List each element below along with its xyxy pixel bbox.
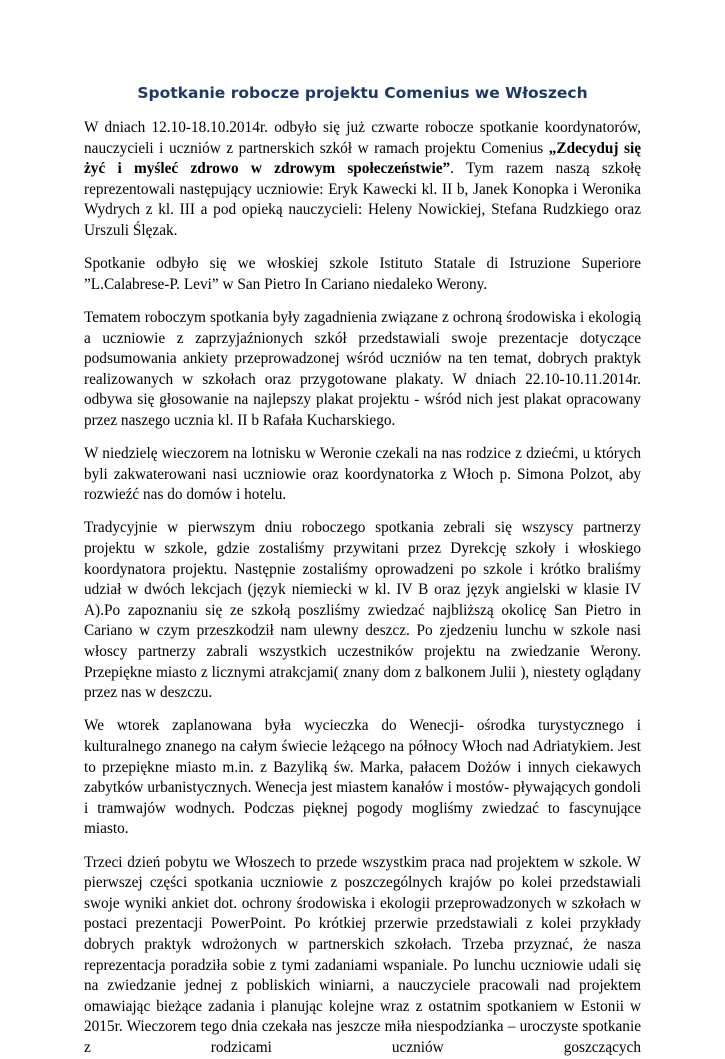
paragraph-1-rest: . Tym razem naszą szkołę reprezentowali następujący uczniowie: Eryk Kawecki kl. II b, Janek Konopka i Weronika Wydrych z kl. III a pod opieką nauczycieli: Heleny Nowickiej, Stefana Rudzkiego oraz Urszuli Ślęzak. [84,160,642,239]
paragraph-3: Tematem roboczym spotkania były zagadnienia związane z ochroną środowiska i ekologią a uczniowie z zaprzyjaźnionych szkół przedstawiali swoje prezentacje dotyczące podsumowania ankiety przeprowadzonej wśród uczniów na ten temat, dobrych praktyk realizowanych w szkołach oraz przygotowane plakaty. W dniach 22.10-10.11.2014r. odbywa się głosowanie na najlepszy plakat projektu - wśród nich jest plakat opracowany przez naszego ucznia kl. II b Rafała Kucharskiego. [84,308,641,429]
paragraph-4: W niedzielę wieczorem na lotnisku w Weronie czekali na nas rodzice z dziećmi, u których byli zakwaterowani nasi uczniowie oraz koordynatorka z Włoch p. Simona Polzot, aby rozwieźć nas do domów i hotelu. [84,445,641,504]
paragraph-5: Tradycyjnie w pierwszym dniu roboczego spotkania zebrali się wszyscy partnerzy projektu w szkole, gdzie zostaliśmy przywitani przez Dyrekcję szkoły i włoskiego koordynatora projektu. Następnie zostaliśmy oprowadzeni po szkole i krótko braliśmy udział w dwóch lekcjach (język niemiecki w kl. IV B oraz język angielski w klasie IV A).Po zapoznaniu się ze szkołą poszliśmy zwiedzać najbliższą okolicę San Pietro in Cariano w czym przeszkodził nam ulewny deszcz. Po zjedzeniu lunchu w szkole nasi włoscy partnerzy zabrali wszystkich uczestników projektu na zwiedzanie Werony. Przepiękne miasto z licznymi atrakcjami( znany dom z balkonem Julii ), niestety oglądany przez nas w deszczu. [84,519,641,702]
paragraph-6: We wtorek zaplanowana była wycieczka do Wenecji- ośrodka turystycznego i kulturalnego znanego na całym świecie leżącego na północy Włoch nad Adriatykiem. Jest to przepiękne miasto m.in. z Bazyliką św. Marka, pałacem Dożów i innych ciekawych zabytków urbanistycznych. Wenecja jest miastem kanałów i mostów- pływających gondoli i tramwajów wodnych. Podczas pięknej pogody mogliśmy zwiedzać to fascynujące miasto. [84,717,641,838]
paragraph-7: Trzeci dzień pobytu we Włoszech to przede wszystkim praca nad projektem w szkole. W pierwszej części spotkania uczniowie z poszczególnych krajów po kolei przedstawiali swoje wyniki ankiet dot. ochrony środowiska i ekologii przeprowadzonych w szkołach w postaci prezentacji PowerPoint. Po krótkiej przerwie przedstawiali z kolei przykłady dobrych praktyk wdrożonych w partnerskich szkołach. Trzeba przyznać, że nasza reprezentacja poradziła sobie z tymi zadaniami wspaniale. Po lunchu uczniowie udali się na zwiedzanie jednej z pobliskich winiarni, a nauczyciele pracowali nad projektem omawiając bieżące zadania i planując kolejne wraz z ostatnim spotkaniem w Estonii w 2015r. Wieczorem tego dnia czekała nas jeszcze miła niespodzianka – uroczyste spotkanie z rodzicami uczniów goszczących [84,853,641,1056]
paragraph-1 [84,118,641,242]
document-body [84,118,641,1059]
page-title: Spotkanie robocze projektu Comenius we Włoszech [137,84,588,102]
paragraph-1-intro: W dniach 12.10-18.10.2014r. odbyło się już czwarte robocze spotkanie koordynatorów, nauczycieli i uczniów z partnerskich szkół w ramach projektu Comenius [84,119,641,157]
project-name: „Zdecyduj się żyć i myśleć zdrowo w zdrowym społeczeństwie” [84,139,641,178]
paragraph-2: Spotkanie odbyło się we włoskiej szkole Istituto Statale di Istruzione Superiore ”L.Calabrese-P. Levi” w San Pietro In Cariano niedaleko Werony. [84,255,641,293]
